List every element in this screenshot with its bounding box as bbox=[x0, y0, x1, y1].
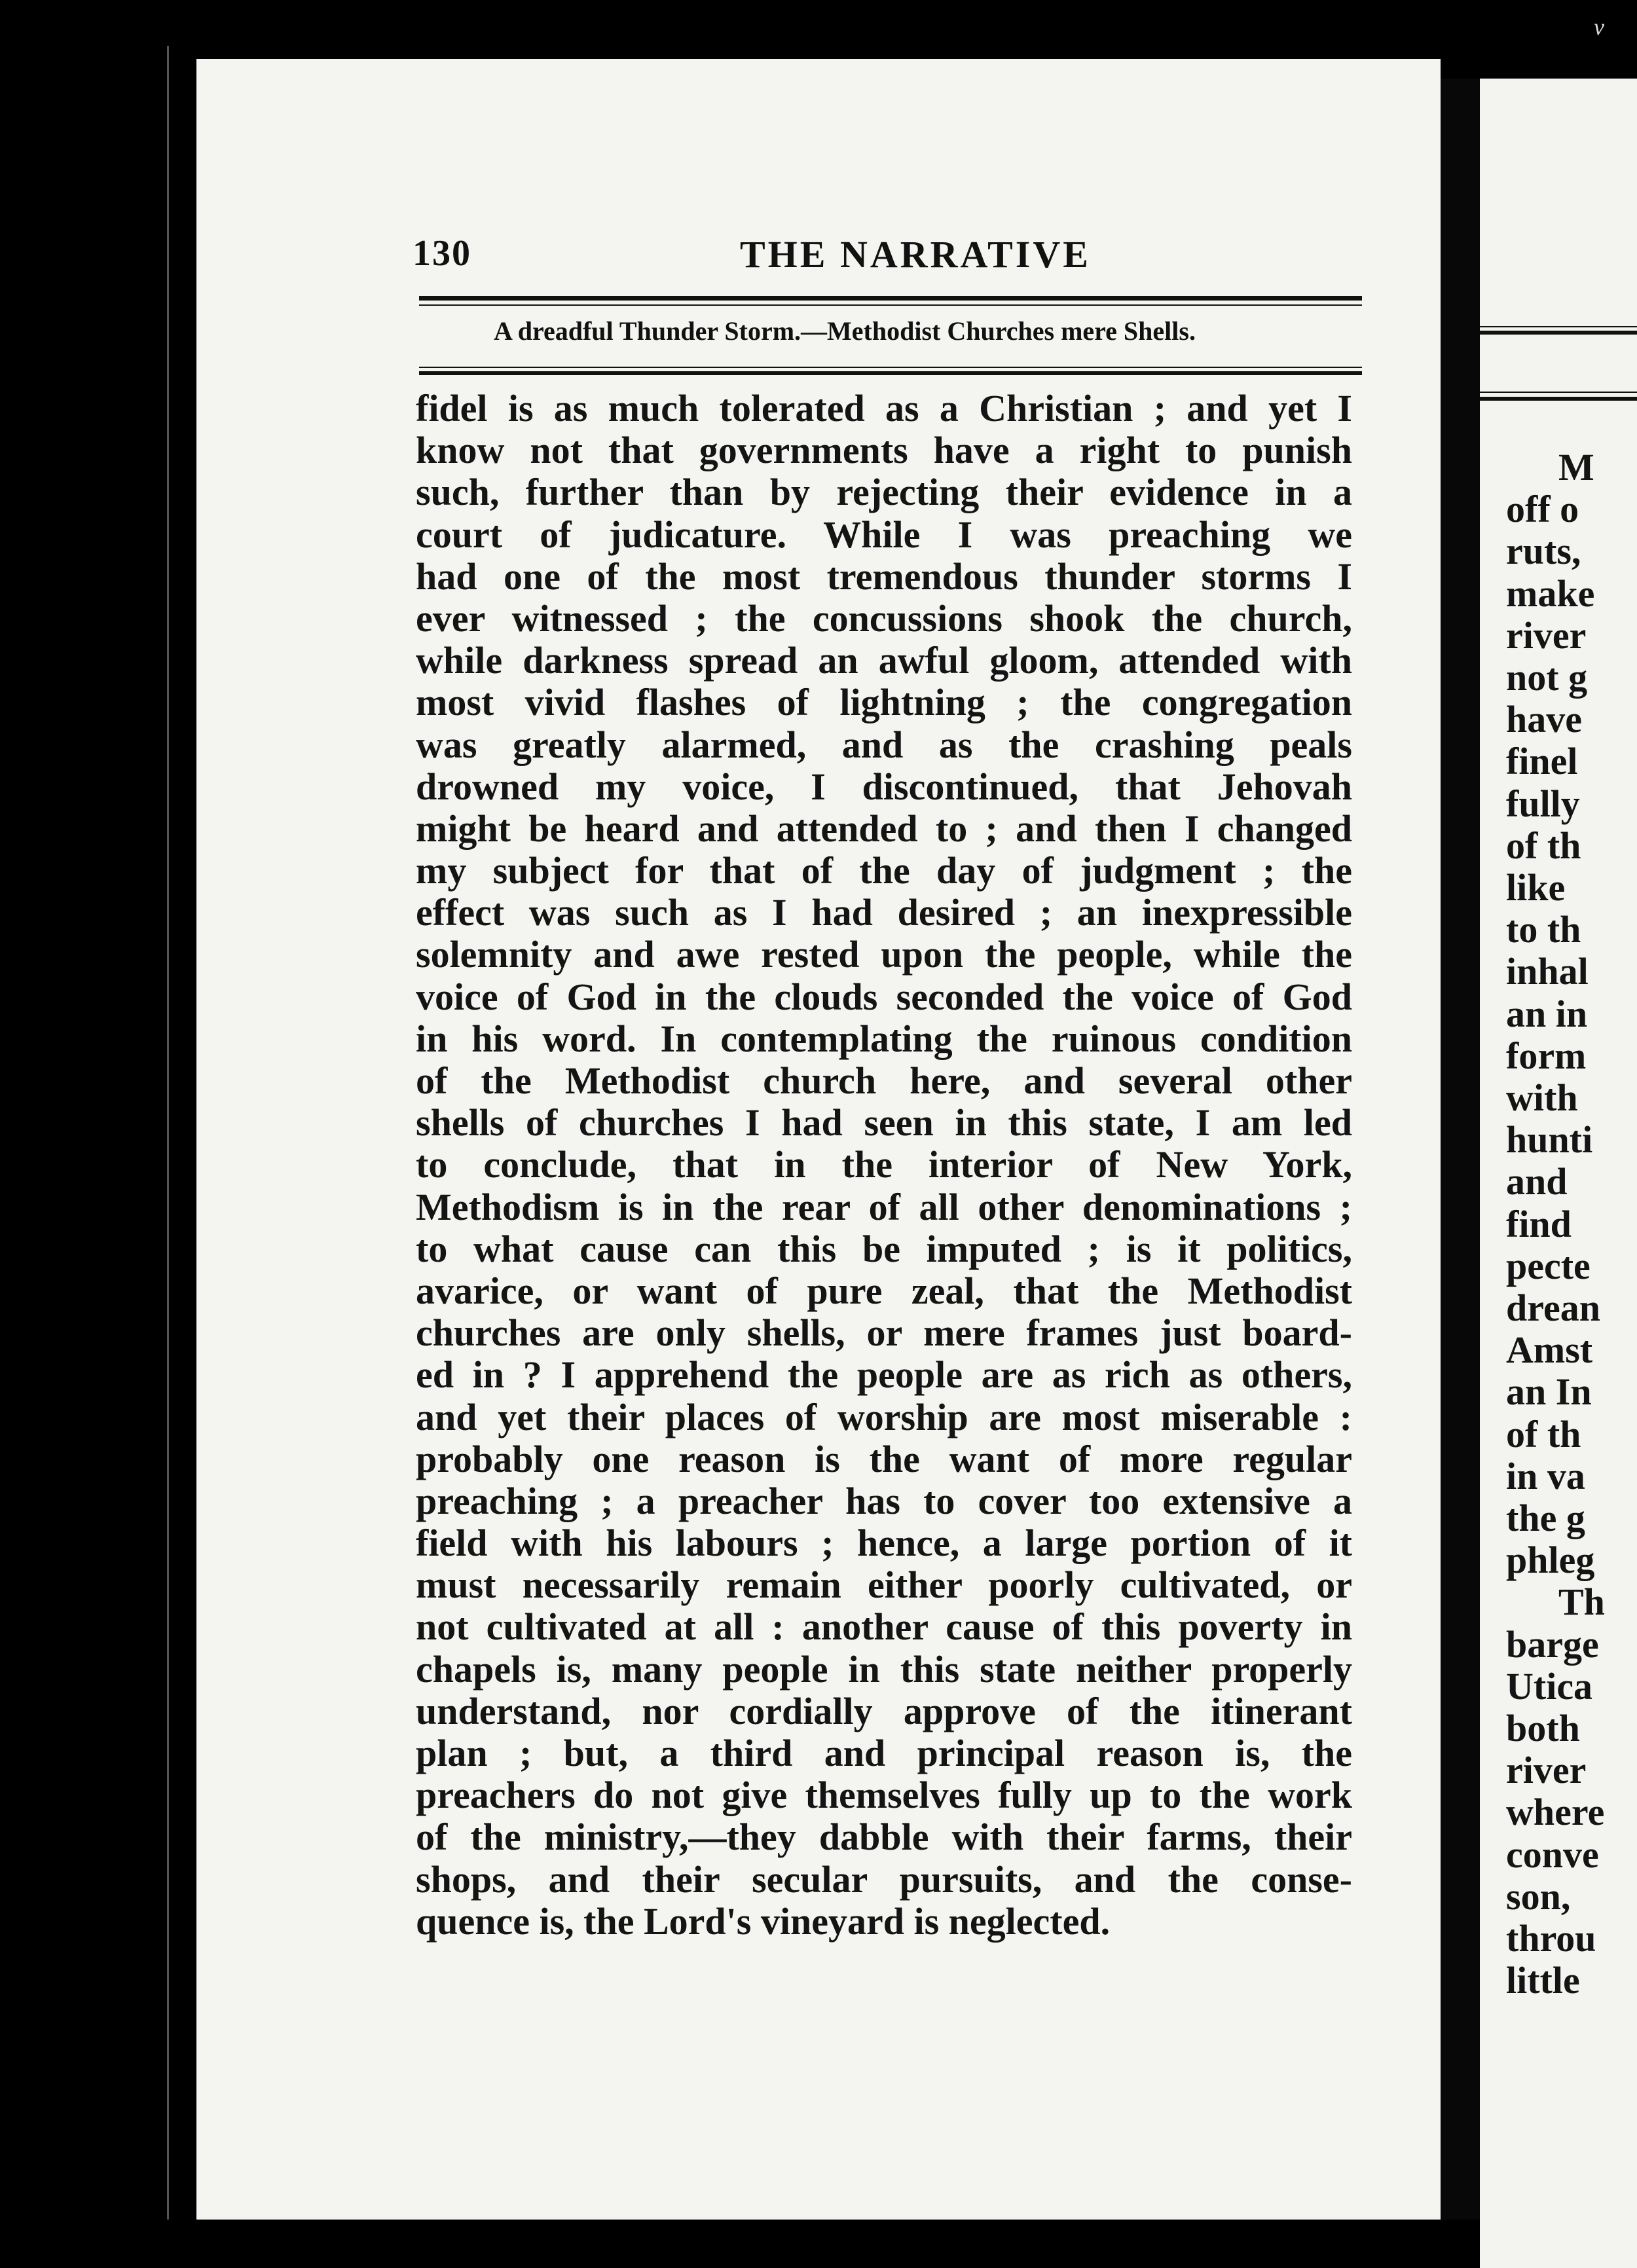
text-line: preaching ; a preacher has to cover too extensive a bbox=[416, 1479, 1352, 1522]
text-line: court of judicature. While I was preaching we bbox=[416, 513, 1352, 556]
facing-text-line: off o bbox=[1506, 488, 1579, 531]
text-line: drowned my voice, I discontinued, that Jehovah bbox=[416, 765, 1352, 808]
facing-text-line: and bbox=[1506, 1160, 1568, 1203]
text-line: of the Methodist church here, and several other bbox=[416, 1059, 1352, 1102]
facing-subheading-rule-thin bbox=[1480, 392, 1637, 393]
text-line: chapels is, many people in this state neither properly bbox=[416, 1647, 1352, 1691]
text-line: shops, and their secular pursuits, and the conse- bbox=[416, 1857, 1352, 1901]
facing-text-line: phleg bbox=[1506, 1539, 1595, 1582]
facing-text-line: have bbox=[1506, 698, 1582, 741]
page-gutter bbox=[1441, 79, 1480, 2226]
text-line: preachers do not give themselves fully up to the work bbox=[416, 1774, 1352, 1817]
page-header bbox=[413, 226, 1091, 285]
facing-text-line: Th bbox=[1558, 1581, 1605, 1624]
facing-subheading-rule-thick bbox=[1480, 397, 1637, 401]
facing-header-rule-thin bbox=[1480, 326, 1637, 327]
facing-text-line: in va bbox=[1506, 1454, 1585, 1497]
text-line: must necessarily remain either poorly cultivated, or bbox=[416, 1564, 1352, 1607]
text-line: probably one reason is the want of more regular bbox=[416, 1437, 1352, 1480]
facing-text-line: both bbox=[1506, 1707, 1580, 1749]
text-line: of the ministry,—they dabble with their farms, their bbox=[416, 1816, 1352, 1859]
text-line: while darkness spread an awful gloom, attended with bbox=[416, 639, 1352, 682]
text-line: Methodism is in the rear of all other denominations ; bbox=[416, 1185, 1352, 1228]
text-line: might be heard and attended to ; and then I changed bbox=[416, 807, 1352, 850]
text-line: quence is, the Lord's vineyard is neglected. bbox=[416, 1899, 1111, 1943]
binding-edge-line bbox=[167, 46, 169, 2226]
text-line: ed in ? I apprehend the people are as rich as others, bbox=[416, 1353, 1352, 1397]
facing-text-line: Utica bbox=[1506, 1664, 1593, 1708]
facing-text-line: with bbox=[1506, 1076, 1578, 1119]
facing-text-line: form bbox=[1506, 1034, 1587, 1077]
facing-text-line: finel bbox=[1506, 740, 1578, 783]
subheading-rule-thin bbox=[419, 367, 1362, 368]
section-subheading: A dreadful Thunder Storm.—Methodist Churches mere Shells. bbox=[494, 316, 1196, 346]
text-line: solemnity and awe rested upon the people, while the bbox=[416, 933, 1352, 976]
facing-text-line: an in bbox=[1506, 992, 1588, 1035]
text-line: ever witnessed ; the concussions shook the church, bbox=[416, 596, 1352, 640]
text-line: my subject for that of the day of judgment ; the bbox=[416, 849, 1352, 892]
text-line: not cultivated at all : another cause of this poverty in bbox=[416, 1605, 1352, 1649]
text-line: churches are only shells, or mere frames just board- bbox=[416, 1311, 1352, 1355]
text-line: was greatly alarmed, and as the crashing peals bbox=[416, 723, 1352, 766]
text-line: shells of churches I had seen in this state, I am led bbox=[416, 1101, 1352, 1144]
text-line: most vivid flashes of lightning ; the congregation bbox=[416, 681, 1352, 724]
facing-text-line: to th bbox=[1506, 908, 1581, 951]
subheading-rule-thick bbox=[419, 371, 1362, 375]
text-line: fidel is as much tolerated as a Christian ; and yet I bbox=[416, 387, 1352, 430]
facing-text-line: M bbox=[1558, 446, 1594, 488]
facing-text-line: son, bbox=[1506, 1875, 1571, 1918]
text-line: plan ; but, a third and principal reason is, the bbox=[416, 1732, 1352, 1774]
facing-text-line: river bbox=[1506, 613, 1587, 657]
text-line: avarice, or want of pure zeal, that the Methodist bbox=[416, 1269, 1352, 1312]
book-binding-edge bbox=[151, 26, 196, 2239]
header-rule-thin bbox=[419, 304, 1362, 306]
facing-text-line: little bbox=[1506, 1959, 1580, 2002]
facing-text-line: the g bbox=[1506, 1497, 1585, 1539]
scan-border-top bbox=[0, 0, 1637, 26]
facing-text-line: of th bbox=[1506, 1412, 1581, 1455]
text-line: in his word. In contemplating the ruinous condition bbox=[416, 1017, 1352, 1060]
facing-text-line: inhal bbox=[1506, 950, 1589, 993]
facing-text-line: Amst bbox=[1506, 1328, 1593, 1372]
text-line: such, further than by rejecting their evidence in a bbox=[416, 471, 1352, 514]
facing-text-line: drean bbox=[1506, 1287, 1600, 1329]
facing-text-line: of th bbox=[1506, 824, 1581, 867]
facing-text-line: fully bbox=[1506, 782, 1580, 825]
facing-text-line: ruts, bbox=[1506, 530, 1581, 573]
facing-page-fragment bbox=[1480, 79, 1637, 2268]
scan-corner-mark: v bbox=[1594, 14, 1604, 40]
text-line: to what cause can this be imputed ; is it politics, bbox=[416, 1227, 1352, 1270]
text-line: and yet their places of worship are most miserable : bbox=[416, 1395, 1352, 1438]
text-line: field with his labours ; hence, a large portion of it bbox=[416, 1522, 1352, 1565]
text-line: had one of the most tremendous thunder storms I bbox=[416, 555, 1352, 598]
text-line: voice of God in the clouds seconded the voice of God bbox=[416, 975, 1352, 1018]
facing-text-line: throu bbox=[1506, 1917, 1596, 1960]
facing-header-rule-thick bbox=[1480, 331, 1637, 335]
facing-text-line: an In bbox=[1506, 1370, 1592, 1414]
page-number: 130 bbox=[413, 233, 471, 274]
facing-text-line: where bbox=[1506, 1791, 1605, 1834]
facing-text-line: barge bbox=[1506, 1622, 1599, 1666]
facing-text-line: find bbox=[1506, 1202, 1572, 1245]
facing-text-line: hunti bbox=[1506, 1118, 1593, 1161]
body-text bbox=[416, 388, 1352, 1943]
text-line: effect was such as I had desired ; an inexpressible bbox=[416, 891, 1352, 934]
running-title: THE NARRATIVE bbox=[740, 233, 1091, 276]
facing-text-line: river bbox=[1506, 1749, 1587, 1792]
facing-text-line: not g bbox=[1506, 656, 1588, 699]
facing-text-line: conve bbox=[1506, 1833, 1599, 1876]
facing-text-line: pecte bbox=[1506, 1244, 1591, 1287]
facing-text-line: like bbox=[1506, 866, 1566, 909]
text-line: understand, nor cordially approve of the itinerant bbox=[416, 1689, 1352, 1732]
text-line: to conclude, that in the interior of New York, bbox=[416, 1143, 1352, 1186]
scan-border-bottom bbox=[0, 2220, 1480, 2268]
header-rule-thick bbox=[419, 296, 1362, 301]
text-line: know not that governments have a right to punish bbox=[416, 429, 1352, 472]
facing-text-line: make bbox=[1506, 572, 1595, 615]
